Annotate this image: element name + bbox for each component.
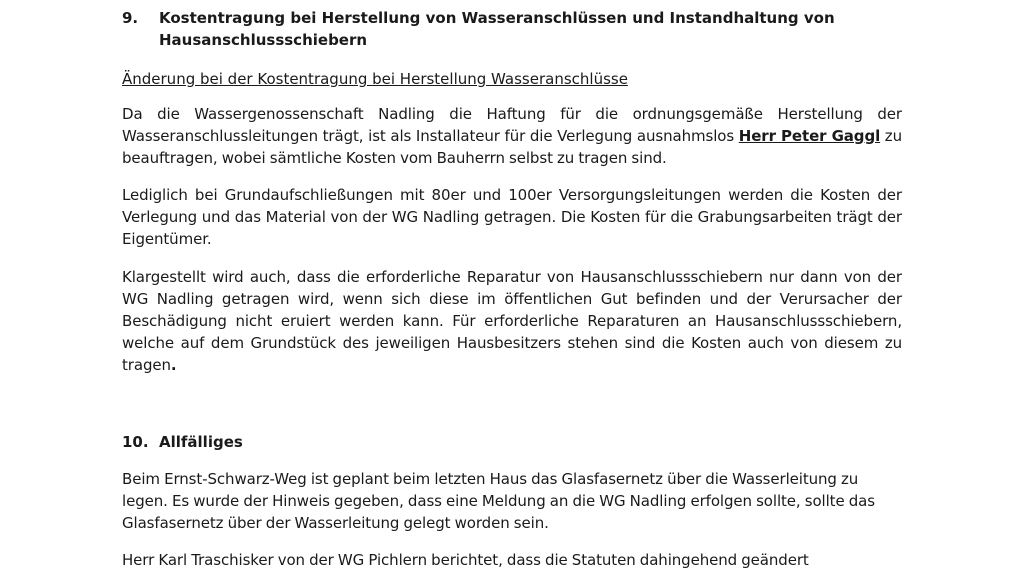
section-10-heading	[122, 431, 922, 453]
installer-name: Herr Peter Gaggl	[738, 127, 881, 145]
section-9-subheading: Änderung bei der Kostentragung bei Herstellung Wasseranschlüsse	[122, 70, 628, 88]
section-10-paragraph-2: Herr Karl Traschisker von der WG Pichlern berichtet, dass die Statuten dahingehend geändert	[122, 551, 809, 569]
section-9-paragraph-2: Lediglich bei Grundaufschließungen mit 80er und 100er Versorgungsleitungen werden die Kosten der Verlegung und das Material von der WG Nadling getragen. Die Kosten für die Grabungsarbeiten trägt der Eigentümer.	[122, 186, 902, 248]
section-10-number: 10.	[122, 433, 149, 451]
section-10-title: Allfälliges	[159, 433, 243, 451]
paragraph-1-text-start: Da die Wassergenossenschaft Nadling die Haftung für die ordnungsgemäße Herstellung der Wasseranschlussleitungen trägt, ist als Installateur für die Verlegung ausnahmslos	[122, 105, 902, 145]
section-9-title: Kostentragung bei Herstellung von Wasseranschlüssen und Instandhaltung von Hausanschlussschiebern	[159, 9, 835, 49]
section-9-number: 9.	[122, 9, 139, 27]
paragraph-3-period: .	[170, 356, 177, 374]
section-9-heading	[122, 7, 922, 51]
section-9-paragraph-3	[122, 266, 902, 376]
section-9-paragraph-1	[122, 103, 902, 169]
paragraph-1-text-end: zu beauftragen, wobei sämtliche Kosten vom Bauherrn selbst zu tragen sind.	[122, 127, 902, 167]
section-10-paragraph-1: Beim Ernst-Schwarz-Weg ist geplant beim letzten Haus das Glasfasernetz über die Wasserleitung zu legen. Es wurde der Hinweis gegeben, dass eine Meldung an die WG Nadling erfolgen sollte, sollte das Glasfasernetz über der Wasserleitung gelegt worden sein.	[122, 470, 875, 532]
paragraph-3-text: Klargestellt wird auch, dass die erforderliche Reparatur von Hausanschlussschiebern nur dann von der WG Nadling getragen wird, wenn sich diese im öffentlichen Gut befinden und der Verursacher der Beschädigung nicht eruiert werden kann. Für erforderliche Reparaturen an Hausanschlussschiebern, welche auf dem Grundstück des jeweiligen Hausbesitzers stehen sind die Kosten auch von diesem zu tragen	[122, 268, 902, 374]
